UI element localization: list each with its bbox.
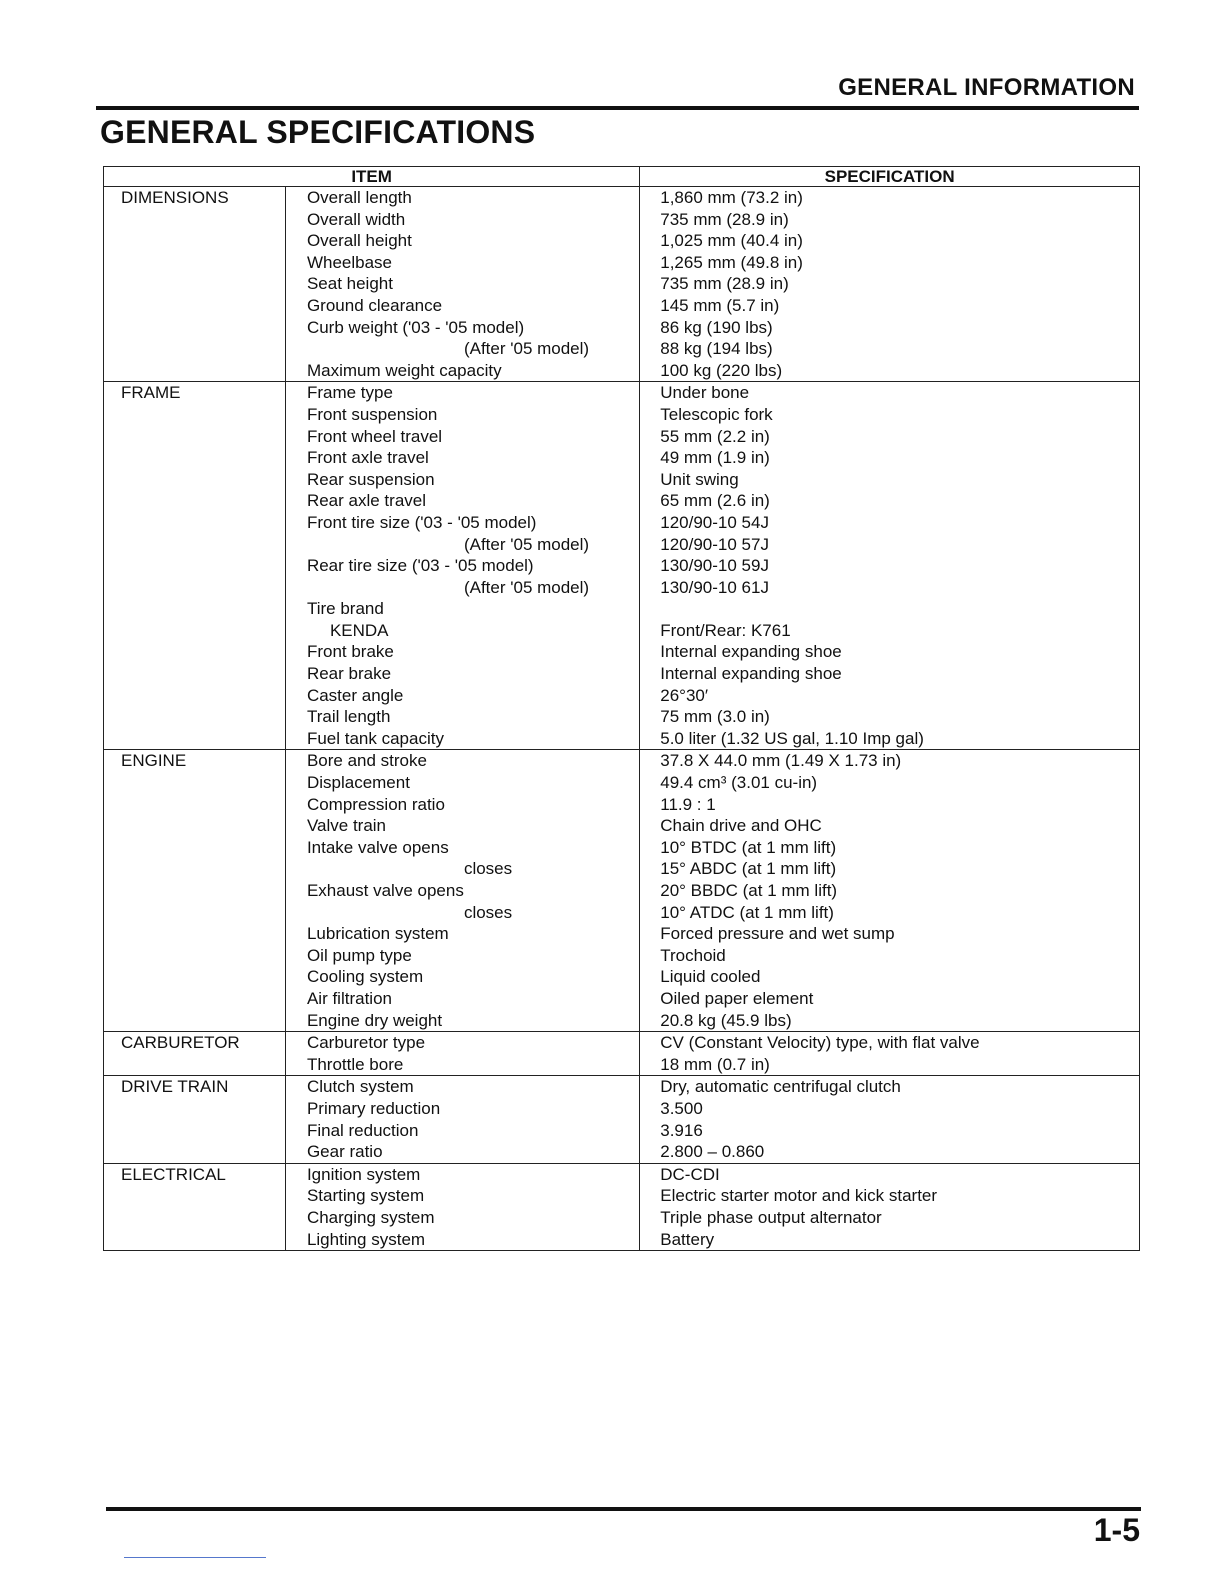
footer-rule <box>106 1507 1141 1511</box>
item-label: Caster angle <box>306 685 404 705</box>
item-label: Rear brake <box>306 664 392 684</box>
spec-value: 20° BBDC (at 1 mm lift) <box>660 881 838 900</box>
item-label: Intake valve opens <box>306 837 449 857</box>
item-label: Gear ratio <box>306 1142 383 1162</box>
item-label: Seat height <box>306 274 393 294</box>
category-frame: FRAME <box>104 382 286 750</box>
item-label: Engine dry weight <box>306 1010 443 1030</box>
spec-value: Forced pressure and wet sump <box>660 924 895 944</box>
spec-value: Battery <box>660 1229 715 1249</box>
item-label: Front axle travel <box>306 448 429 468</box>
spec-value: 3.500 <box>660 1098 703 1118</box>
spec-value: 18 mm (0.7 in) <box>660 1054 770 1074</box>
spec-value: 37.8 X 44.0 mm (1.49 X 1.73 in) <box>660 751 902 771</box>
spec-value: 10° BTDC (at 1 mm lift) <box>660 837 837 857</box>
table-header-row <box>104 167 1140 187</box>
item-label: Fuel tank capacity <box>306 728 444 748</box>
item-label: Overall length <box>306 188 412 207</box>
item-label: Exhaust valve opens <box>306 881 464 900</box>
spec-value: 120/90-10 57J <box>660 534 769 554</box>
header-rule <box>96 106 1139 110</box>
spec-value: 86 kg (190 lbs) <box>660 317 773 337</box>
specs-cell <box>640 1076 1140 1163</box>
spec-value: Unit swing <box>660 469 739 489</box>
item-label: Rear suspension <box>306 469 435 489</box>
items-cell <box>285 1163 639 1250</box>
spec-value: 100 kg (220 lbs) <box>660 360 783 380</box>
item-label: Frame type <box>306 383 393 403</box>
item-label: Carburetor type <box>306 1033 426 1053</box>
spec-value: Liquid cooled <box>660 967 761 987</box>
spec-value: 735 mm (28.9 in) <box>660 274 789 294</box>
spec-value: 1,860 mm (73.2 in) <box>660 188 803 207</box>
spec-value: 65 mm (2.6 in) <box>660 491 770 511</box>
item-label: Air filtration <box>306 988 392 1008</box>
item-label: Front wheel travel <box>306 426 443 446</box>
spec-value: Internal expanding shoe <box>660 642 842 662</box>
spec-value: 10° ATDC (at 1 mm lift) <box>660 902 834 922</box>
column-header-specification: SPECIFICATION <box>640 167 1140 187</box>
spec-value: 75 mm (3.0 in) <box>660 707 770 727</box>
items-cell <box>285 1076 639 1163</box>
spec-value: 5.0 liter (1.32 US gal, 1.10 Imp gal) <box>660 728 924 748</box>
footer-link-underline <box>124 1557 266 1558</box>
spec-value: 11.9 : 1 <box>660 794 716 814</box>
item-label: Front tire size ('03 - '05 model) <box>306 512 537 532</box>
spec-value: 3.916 <box>660 1120 703 1140</box>
specs-cell <box>640 382 1140 750</box>
item-label: Rear axle travel <box>306 491 427 511</box>
specs-cell <box>640 1032 1140 1076</box>
category-dimensions: DIMENSIONS <box>104 187 286 382</box>
items-cell <box>285 1032 639 1076</box>
item-label: Overall width <box>306 209 406 229</box>
specs-cell <box>640 1163 1140 1250</box>
spec-value: 130/90-10 61J <box>660 577 769 597</box>
spec-value: 1,025 mm (40.4 in) <box>660 231 803 251</box>
category-engine: ENGINE <box>104 750 286 1032</box>
item-label: closes <box>463 859 513 879</box>
item-label: Curb weight ('03 - '05 model) <box>306 317 525 337</box>
item-label: Ground clearance <box>306 295 443 315</box>
item-label: Overall height <box>306 231 412 251</box>
item-label: Rear tire size ('03 - '05 model) <box>306 556 534 576</box>
item-label: Final reduction <box>306 1120 419 1140</box>
spec-value: Oiled paper element <box>660 988 814 1008</box>
category-carburetor: CARBURETOR <box>104 1032 286 1076</box>
table-row-frame <box>104 382 1140 750</box>
item-label: Bore and stroke <box>306 751 427 771</box>
item-label: Oil pump type <box>306 945 412 965</box>
item-label: Lighting system <box>306 1229 426 1249</box>
spec-value: 88 kg (194 lbs) <box>660 339 773 359</box>
item-label: closes <box>463 902 513 922</box>
spec-value: 145 mm (5.7 in) <box>660 295 780 315</box>
spec-value: 1,265 mm (49.8 in) <box>660 252 803 272</box>
spec-value: Chain drive and OHC <box>660 816 822 836</box>
item-label: Throttle bore <box>306 1054 404 1074</box>
item-label: Cooling system <box>306 967 424 987</box>
item-label: Charging system <box>306 1207 435 1227</box>
spec-value: Telescopic fork <box>660 404 773 424</box>
spec-value: 20.8 kg (45.9 lbs) <box>660 1010 792 1030</box>
spec-value: DC-CDI <box>660 1164 720 1184</box>
spec-value: Triple phase output alternator <box>660 1207 882 1227</box>
spec-value: 26°30′ <box>660 685 709 705</box>
item-label: Trail length <box>306 707 391 727</box>
column-header-item: ITEM <box>104 167 640 187</box>
item-label: KENDA <box>329 620 389 640</box>
category-drive-train: DRIVE TRAIN <box>104 1076 286 1163</box>
item-label: Primary reduction <box>306 1098 441 1118</box>
spec-value <box>660 598 1139 620</box>
spec-value: Under bone <box>660 383 750 403</box>
item-label: (After '05 model) <box>463 339 590 359</box>
section-label: GENERAL INFORMATION <box>838 74 1135 101</box>
specs-cell <box>640 750 1140 1032</box>
item-label: Wheelbase <box>306 252 393 272</box>
page-number: 1-5 <box>1093 1512 1140 1548</box>
spec-value: 55 mm (2.2 in) <box>660 426 770 446</box>
item-label: Ignition system <box>306 1164 421 1184</box>
spec-value: Trochoid <box>660 945 726 965</box>
spec-value: 49.4 cm³ (3.01 cu-in) <box>660 773 818 793</box>
item-label: Tire brand <box>306 599 384 619</box>
items-cell <box>285 187 639 382</box>
spec-value: 15° ABDC (at 1 mm lift) <box>660 859 837 879</box>
spec-value: Electric starter motor and kick starter <box>660 1186 938 1206</box>
table-row-drive-train <box>104 1076 1140 1163</box>
spec-value: Front/Rear: K761 <box>660 620 791 640</box>
item-label: (After '05 model) <box>463 577 590 597</box>
spec-value: Dry, automatic centrifugal clutch <box>660 1077 901 1097</box>
item-label: Valve train <box>306 816 387 836</box>
item-label: Front suspension <box>306 404 438 424</box>
spec-value: 130/90-10 59J <box>660 556 769 576</box>
item-label: Maximum weight capacity <box>306 360 502 380</box>
item-label: Compression ratio <box>306 794 445 814</box>
table-row-engine <box>104 750 1140 1032</box>
table-row-dimensions <box>104 187 1140 382</box>
item-label: Clutch system <box>306 1077 414 1097</box>
category-electrical: ELECTRICAL <box>104 1163 286 1250</box>
items-cell <box>285 750 639 1032</box>
item-label: (After '05 model) <box>463 534 590 554</box>
spec-value: CV (Constant Velocity) type, with flat valve <box>660 1033 980 1053</box>
item-label: Lubrication system <box>306 924 449 944</box>
spec-value: 49 mm (1.9 in) <box>660 448 770 468</box>
page-title: GENERAL SPECIFICATIONS <box>100 114 536 150</box>
specs-cell <box>640 187 1140 382</box>
item-label: Starting system <box>306 1186 425 1206</box>
items-cell <box>285 382 639 750</box>
spec-value: Internal expanding shoe <box>660 664 842 684</box>
specifications-table <box>103 166 1140 1251</box>
item-label: Front brake <box>306 642 394 662</box>
spec-value: 120/90-10 54J <box>660 512 769 532</box>
spec-value: 2.800 – 0.860 <box>660 1142 765 1162</box>
table-row-carburetor <box>104 1032 1140 1076</box>
item-label: Displacement <box>306 773 410 793</box>
table-row-electrical <box>104 1163 1140 1250</box>
spec-value: 735 mm (28.9 in) <box>660 209 789 229</box>
